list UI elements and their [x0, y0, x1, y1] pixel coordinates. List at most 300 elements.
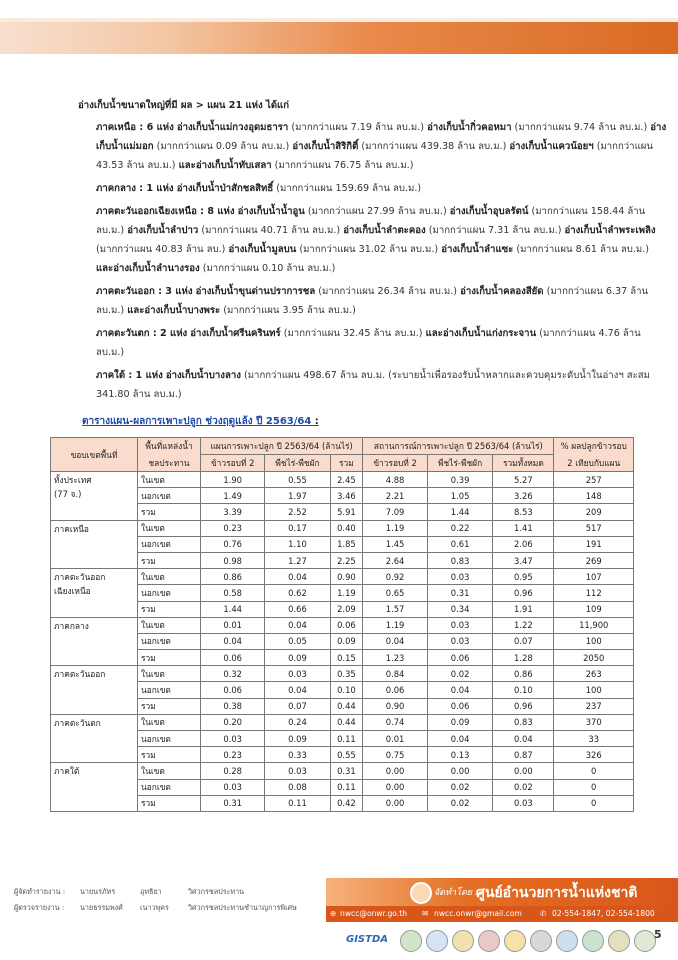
value-cell: 0.03 [201, 731, 265, 747]
header-area-type-2: ชลประทาน [138, 455, 201, 472]
region-paragraph [96, 366, 668, 404]
table-row [51, 585, 634, 601]
value-cell: 1.44 [201, 601, 265, 617]
value-cell: 0.86 [493, 666, 554, 682]
value-cell: 263 [554, 666, 634, 682]
value-cell: 0.06 [427, 698, 492, 714]
partner-logo-icon [608, 930, 630, 952]
value-cell: 0.11 [330, 731, 363, 747]
value-cell: 2.06 [493, 536, 554, 552]
reservoir-note: (มากกว่าแผน 26.34 ล้าน ลบ.ม.) [318, 286, 458, 297]
irrigation-zone-cell: ในเขต [138, 666, 201, 682]
header-orange-bar [0, 22, 678, 54]
planting-table [50, 437, 634, 812]
value-cell: 0.04 [363, 633, 428, 649]
value-cell: 107 [554, 569, 634, 585]
value-cell: 1.19 [363, 520, 428, 536]
checked-name2: เนาวพุคร [140, 903, 169, 912]
checked-name1: นายธรรมพงศ์ [80, 903, 123, 912]
table-row [51, 504, 634, 520]
table-row [51, 633, 634, 649]
value-cell: 5.27 [493, 472, 554, 488]
value-cell: 1.44 [427, 504, 492, 520]
irrigation-zone-cell: นอกเขต [138, 585, 201, 601]
value-cell: 0.92 [363, 569, 428, 585]
value-cell: 0.05 [265, 633, 330, 649]
value-cell: 0.65 [363, 585, 428, 601]
value-cell: 4.88 [363, 472, 428, 488]
value-cell: 0.04 [493, 731, 554, 747]
reservoir-name: อ่างเก็บน้ำศรีนครินทร์ [190, 328, 281, 339]
value-cell: 0.31 [201, 795, 265, 811]
value-cell: 0.01 [363, 731, 428, 747]
value-cell: 0.02 [427, 779, 492, 795]
partner-logo-icon [504, 930, 526, 952]
partner-logo-icon [634, 930, 656, 952]
value-cell: 109 [554, 601, 634, 617]
table-row [51, 698, 634, 714]
region-cell [51, 520, 138, 569]
header-rice2: ข้าวรอบที่ 2 [201, 455, 265, 472]
phone-icon: ✆ [540, 909, 547, 918]
region-name: ภาคเหนือ : 6 แห่ง [96, 122, 174, 133]
region-cell [51, 472, 138, 521]
irrigation-zone-cell: นอกเขต [138, 536, 201, 552]
value-cell: 0.66 [265, 601, 330, 617]
value-cell: 1.19 [330, 585, 363, 601]
value-cell: 3.39 [201, 504, 265, 520]
header-pct-2: 2 เทียบกับแผน [554, 455, 634, 472]
footer [0, 878, 678, 960]
value-cell: 0.87 [493, 747, 554, 763]
value-cell: 517 [554, 520, 634, 536]
value-cell: 0.86 [201, 569, 265, 585]
irrigation-zone-cell: รวม [138, 795, 201, 811]
value-cell: 326 [554, 747, 634, 763]
region-label: ภาคตะวันออก [54, 669, 106, 680]
value-cell: 1.41 [493, 520, 554, 536]
value-cell: 1.22 [493, 617, 554, 633]
value-cell: 0.23 [201, 747, 265, 763]
value-cell: 2.52 [265, 504, 330, 520]
value-cell: 0.04 [427, 682, 492, 698]
value-cell: 0.06 [201, 650, 265, 666]
region-paragraph [96, 282, 668, 320]
reservoir-name: อ่างเก็บน้ำมูลบน [228, 244, 297, 255]
email-icon: ✉ [422, 909, 429, 918]
value-cell: 112 [554, 585, 634, 601]
reservoir-note: (มากกว่าแผน 0.10 ล้าน ลบ.ม.) [202, 263, 336, 274]
region-cell [51, 763, 138, 812]
irrigation-zone-cell: รวม [138, 650, 201, 666]
reservoir-name: อ่างเก็บน้ำแม่มอก [96, 122, 667, 152]
reservoir-name: อ่างเก็บน้ำแม่กวงอุดมธารา [176, 122, 289, 133]
reservoir-note: (มากกว่าแผน 3.95 ล้าน ลบ.ม.) [223, 305, 356, 316]
reservoir-note: (มากกว่าแผน 40.71 ล้าน ลบ.ม.) [201, 225, 341, 236]
value-cell: 0.84 [363, 666, 428, 682]
contact-strip [326, 906, 678, 922]
header-area-type-1: พื้นที่แหล่งน้ำ [138, 438, 201, 455]
value-cell: 5.91 [330, 504, 363, 520]
value-cell: 3.26 [493, 488, 554, 504]
value-cell: 0.62 [265, 585, 330, 601]
reservoir-name: อ่างเก็บน้ำน้ำอูน [237, 206, 305, 217]
reservoir-name: อ่างเก็บน้ำลำแซะ [441, 244, 514, 255]
table-row [51, 650, 634, 666]
value-cell: 209 [554, 504, 634, 520]
value-cell: 0.24 [265, 714, 330, 730]
reservoir-name: อ่างเก็บน้ำลำตะคอง [343, 225, 426, 236]
table-row [51, 601, 634, 617]
irrigation-zone-cell: รวม [138, 601, 201, 617]
partner-logo-icon [426, 930, 448, 952]
irrigation-zone-cell: รวม [138, 698, 201, 714]
by-label: จัดทำโดย : [434, 888, 478, 898]
value-cell: 0.06 [201, 682, 265, 698]
value-cell: 0.76 [201, 536, 265, 552]
reservoir-name: อ่างเก็บน้ำสิริกิติ์ [292, 141, 359, 152]
value-cell: 0.04 [427, 731, 492, 747]
reservoir-name: อ่างเก็บน้ำคลองสียัด [460, 286, 544, 297]
value-cell: 0.90 [363, 698, 428, 714]
reservoir-name: อ่างเก็บน้ำบางพระ [144, 305, 221, 316]
and-connector: และ [178, 160, 196, 171]
table-title-text: ตารางแผน-ผลการเพาะปลูก ช่วงฤดูแล้ง ปี 2563/64 [82, 416, 312, 427]
reservoir-note: (มากกว่าแผน 439.38 ล้าน ลบ.ม.) [361, 141, 507, 152]
value-cell: 0.90 [330, 569, 363, 585]
value-cell: 0.42 [330, 795, 363, 811]
partner-logo-icon [400, 930, 422, 952]
partner-logos [346, 928, 646, 954]
value-cell: 0.08 [265, 779, 330, 795]
reservoir-note: (มากกว่าแผน 7.31 ล้าน ลบ.ม.) [428, 225, 562, 236]
region-name: ภาคใต้ : 1 แห่ง [96, 370, 163, 381]
value-cell: 0.38 [201, 698, 265, 714]
region-name: ภาคตะวันออก : 3 แห่ง [96, 286, 193, 297]
table-row [51, 520, 634, 536]
value-cell: 0.15 [330, 650, 363, 666]
table-row [51, 779, 634, 795]
header-rice2-actual: ข้าวรอบที่ 2 [363, 455, 428, 472]
value-cell: 1.10 [265, 536, 330, 552]
value-cell: 0.02 [427, 795, 492, 811]
reservoir-name: อ่างเก็บน้ำอุบลรัตน์ [449, 206, 529, 217]
value-cell: 1.57 [363, 601, 428, 617]
value-cell: 0.55 [330, 747, 363, 763]
value-cell: 0.44 [330, 714, 363, 730]
email-address: nwcc.onwr@gmail.com [434, 909, 522, 918]
value-cell: 0.28 [201, 763, 265, 779]
prepared-name1: นายนรภัทร [80, 887, 116, 896]
value-cell: 0.00 [363, 779, 428, 795]
value-cell: 0.40 [330, 520, 363, 536]
table-row [51, 552, 634, 568]
region-cell [51, 714, 138, 763]
value-cell: 0.03 [201, 779, 265, 795]
value-cell: 1.90 [201, 472, 265, 488]
value-cell: 0.00 [493, 763, 554, 779]
web-address: nwcc@onwr.go.th [340, 909, 408, 918]
value-cell: 0.03 [265, 763, 330, 779]
value-cell: 0.06 [363, 682, 428, 698]
partner-logo-icon [530, 930, 552, 952]
value-cell: 2050 [554, 650, 634, 666]
table-row [51, 747, 634, 763]
value-cell: 0.04 [265, 569, 330, 585]
header-total-all: รวมทั้งหมด [493, 455, 554, 472]
value-cell: 1.28 [493, 650, 554, 666]
table-row [51, 682, 634, 698]
region-cell [51, 666, 138, 715]
and-connector: และ [425, 328, 443, 339]
reservoir-note: (มากกว่าแผน 6.37 ล้าน ลบ.ม.) [96, 286, 649, 316]
value-cell: 0.22 [427, 520, 492, 536]
value-cell: 0.04 [265, 682, 330, 698]
and-connector: และ [127, 305, 145, 316]
value-cell: 0.44 [330, 698, 363, 714]
irrigation-zone-cell: นอกเขต [138, 682, 201, 698]
reservoir-name: อ่างเก็บน้ำบางลาง [165, 370, 241, 381]
value-cell: 0.74 [363, 714, 428, 730]
region-name: ภาคตะวันออกเฉียงเหนือ : 8 แห่ง [96, 206, 235, 217]
table-row [51, 763, 634, 779]
value-cell: 3.47 [493, 552, 554, 568]
header-field-actual: พืชไร่-พืชผัก [427, 455, 492, 472]
value-cell: 0 [554, 779, 634, 795]
reservoir-note: (มากกว่าแผน 40.83 ล้าน ลบ.) [96, 244, 226, 255]
value-cell: 100 [554, 633, 634, 649]
value-cell: 0.02 [427, 666, 492, 682]
irrigation-zone-cell: ในเขต [138, 520, 201, 536]
value-cell: 11,900 [554, 617, 634, 633]
partner-logo-icon [478, 930, 500, 952]
checked-label: ผู้ตรวจรายงาน : [14, 903, 65, 912]
irrigation-zone-cell: ในเขต [138, 472, 201, 488]
value-cell: 0.11 [330, 779, 363, 795]
value-cell: 0.32 [201, 666, 265, 682]
value-cell: 0.58 [201, 585, 265, 601]
value-cell: 0.09 [265, 731, 330, 747]
header-total: รวม [330, 455, 363, 472]
reservoir-note: (มากกว่าแผน 0.09 ล้าน ลบ.ม.) [156, 141, 290, 152]
region-label-2: เฉียงเหนือ [54, 586, 91, 597]
footer-branding [326, 878, 678, 960]
region-label: ภาคกลาง [54, 620, 89, 631]
value-cell: 0.04 [201, 633, 265, 649]
org-banner [326, 878, 678, 906]
table-row [51, 666, 634, 682]
partner-logo-icon [452, 930, 474, 952]
value-cell: 2.09 [330, 601, 363, 617]
table-title-colon: : [311, 416, 319, 427]
irrigation-zone-cell: นอกเขต [138, 633, 201, 649]
region-label: ภาคตะวันออก [54, 572, 106, 583]
value-cell: 1.97 [265, 488, 330, 504]
value-cell: 0.09 [330, 633, 363, 649]
region-label: ภาคตะวันตก [54, 717, 101, 728]
report-body [78, 96, 668, 408]
value-cell: 0.20 [201, 714, 265, 730]
value-cell: 0.00 [363, 763, 428, 779]
value-cell: 0.06 [330, 617, 363, 633]
value-cell: 0.04 [265, 617, 330, 633]
region-paragraph [96, 118, 668, 175]
value-cell: 1.49 [201, 488, 265, 504]
region-label: ภาคใต้ [54, 766, 80, 777]
value-cell: 1.23 [363, 650, 428, 666]
value-cell: 0.00 [427, 763, 492, 779]
reservoir-note: (มากกว่าแผน 32.45 ล้าน ลบ.ม.) [283, 328, 423, 339]
value-cell: 0.96 [493, 698, 554, 714]
value-cell: 237 [554, 698, 634, 714]
table-row [51, 795, 634, 811]
value-cell: 257 [554, 472, 634, 488]
value-cell: 0.96 [493, 585, 554, 601]
table-row [51, 536, 634, 552]
value-cell: 2.21 [363, 488, 428, 504]
value-cell: 0.23 [201, 520, 265, 536]
value-cell: 0.09 [265, 650, 330, 666]
irrigation-zone-cell: รวม [138, 552, 201, 568]
value-cell: 0.07 [493, 633, 554, 649]
value-cell: 7.09 [363, 504, 428, 520]
reservoir-note: (มากกว่าแผน 43.53 ล้าน ลบ.ม.) [96, 141, 653, 171]
region-cell [51, 617, 138, 666]
reservoir-name: อ่างเก็บน้ำลำนางรอง [113, 263, 200, 274]
region-label: ทั้งประเทศ [54, 475, 92, 485]
reservoir-note: (มากกว่าแผน 31.02 ล้าน ลบ.ม.) [299, 244, 439, 255]
irrigation-zone-cell: นอกเขต [138, 488, 201, 504]
partner-logo-icon [556, 930, 578, 952]
reservoir-name: อ่างเก็บน้ำป่าสักชลสิทธิ์ [176, 183, 274, 194]
reservoir-note: (มากกว่าแผน 158.44 ล้าน ลบ.ม.) [96, 206, 646, 236]
region-paragraph [96, 202, 668, 278]
page-number: 5 [654, 928, 662, 941]
value-cell: 0.01 [201, 617, 265, 633]
value-cell: 0.83 [427, 552, 492, 568]
value-cell: 0.03 [427, 633, 492, 649]
value-cell: 2.45 [330, 472, 363, 488]
table-row [51, 488, 634, 504]
reservoir-note: (มากกว่าแผน 7.19 ล้าน ลบ.ม.) [291, 122, 425, 133]
header-zone: ขอบเขตพื้นที่ [51, 438, 138, 472]
region-paragraph [96, 324, 668, 362]
water-drop-logo-icon [410, 882, 432, 904]
value-cell: 3.46 [330, 488, 363, 504]
value-cell: 0.11 [265, 795, 330, 811]
value-cell: 0.03 [427, 569, 492, 585]
irrigation-zone-cell: รวม [138, 504, 201, 520]
table-row [51, 617, 634, 633]
header-band [0, 0, 678, 54]
web-icon: ⊕ [330, 909, 337, 918]
irrigation-zone-cell: ในเขต [138, 763, 201, 779]
value-cell: 1.27 [265, 552, 330, 568]
value-cell: 1.45 [363, 536, 428, 552]
reservoir-note: (มากกว่าแผน 76.75 ล้าน ลบ.ม.) [274, 160, 414, 171]
value-cell: 0.00 [363, 795, 428, 811]
value-cell: 2.25 [330, 552, 363, 568]
header-field: พืชไร่-พืชผัก [265, 455, 330, 472]
reservoir-name: อ่างเก็บน้ำลำปาว [127, 225, 199, 236]
value-cell: 1.19 [363, 617, 428, 633]
value-cell: 0.31 [427, 585, 492, 601]
header-plan-group: แผนการเพาะปลูก ปี 2563/64 (ล้านไร่) [201, 438, 363, 455]
irrigation-zone-cell: ในเขต [138, 714, 201, 730]
value-cell: 0.33 [265, 747, 330, 763]
header-actual-group: สถานการณ์การเพาะปลูก ปี 2563/64 (ล้านไร่) [363, 438, 554, 455]
table-row [51, 714, 634, 730]
reservoir-note: (มากกว่าแผน 498.67 ล้าน ลบ.ม. (ระบายน้ำเพื่อรองรับน้ำหลากและควบคุมระดับน้ำในอ่างฯ สะสม 341.80 ล้าน ลบ.ม.) [96, 370, 650, 400]
value-cell: 0.31 [330, 763, 363, 779]
value-cell: 0.13 [427, 747, 492, 763]
region-label: ภาคเหนือ [54, 523, 89, 534]
reservoir-note: (มากกว่าแผน 4.76 ล้าน ลบ.ม.) [96, 328, 641, 358]
value-cell: 0.07 [265, 698, 330, 714]
value-cell: 370 [554, 714, 634, 730]
irrigation-zone-cell: ในเขต [138, 569, 201, 585]
value-cell: 269 [554, 552, 634, 568]
value-cell: 191 [554, 536, 634, 552]
table-row [51, 472, 634, 488]
value-cell: 0.03 [493, 795, 554, 811]
reservoir-name: อ่างเก็บน้ำลำพระเพลิง [564, 225, 656, 236]
reservoir-name: อ่างเก็บน้ำขุนด่านปราการชล [195, 286, 316, 297]
value-cell: 0.95 [493, 569, 554, 585]
phone-number: 02-554-1847, 02-554-1800 [552, 909, 655, 918]
reservoir-name: อ่างเก็บน้ำทับเสลา [195, 160, 272, 171]
region-label-2: (77 จ.) [54, 489, 82, 499]
reservoir-note: (มากกว่าแผน 27.99 ล้าน ลบ.ม.) [307, 206, 447, 217]
table-body [51, 472, 634, 812]
value-cell: 1.85 [330, 536, 363, 552]
reservoir-note: (มากกว่าแผน 9.74 ล้าน ลบ.ม.) [514, 122, 648, 133]
region-paragraph [96, 179, 668, 198]
value-cell: 0.17 [265, 520, 330, 536]
reservoir-note: (มากกว่าแผน 8.61 ล้าน ลบ.ม.) [516, 244, 650, 255]
value-cell: 0.02 [493, 779, 554, 795]
value-cell: 0.34 [427, 601, 492, 617]
value-cell: 0.39 [427, 472, 492, 488]
value-cell: 0 [554, 795, 634, 811]
value-cell: 2.64 [363, 552, 428, 568]
value-cell: 0.35 [330, 666, 363, 682]
checked-role: วิศวกรชลประทานชำนาญการพิเศษ [188, 903, 297, 912]
value-cell: 0.98 [201, 552, 265, 568]
value-cell: 100 [554, 682, 634, 698]
value-cell: 0.06 [427, 650, 492, 666]
prepared-label: ผู้จัดทำรายงาน : [14, 887, 66, 896]
prepared-role: วิศวกรชลประทาน [188, 887, 245, 896]
table-row [51, 569, 634, 585]
irrigation-zone-cell: นอกเขต [138, 779, 201, 795]
value-cell: 0.61 [427, 536, 492, 552]
and-connector: และ [96, 263, 114, 274]
value-cell: 33 [554, 731, 634, 747]
reservoir-note: (มากกว่าแผน 159.69 ล้าน ลบ.ม.) [276, 183, 422, 194]
irrigation-zone-cell: นอกเขต [138, 731, 201, 747]
region-list [78, 118, 668, 404]
irrigation-zone-cell: รวม [138, 747, 201, 763]
reservoir-name: อ่างเก็บน้ำแก่งกระจาน [442, 328, 537, 339]
value-cell: 8.53 [493, 504, 554, 520]
table-title [82, 414, 319, 429]
value-cell: 0.55 [265, 472, 330, 488]
value-cell: 1.91 [493, 601, 554, 617]
value-cell: 0 [554, 763, 634, 779]
value-cell: 148 [554, 488, 634, 504]
value-cell: 0.09 [427, 714, 492, 730]
